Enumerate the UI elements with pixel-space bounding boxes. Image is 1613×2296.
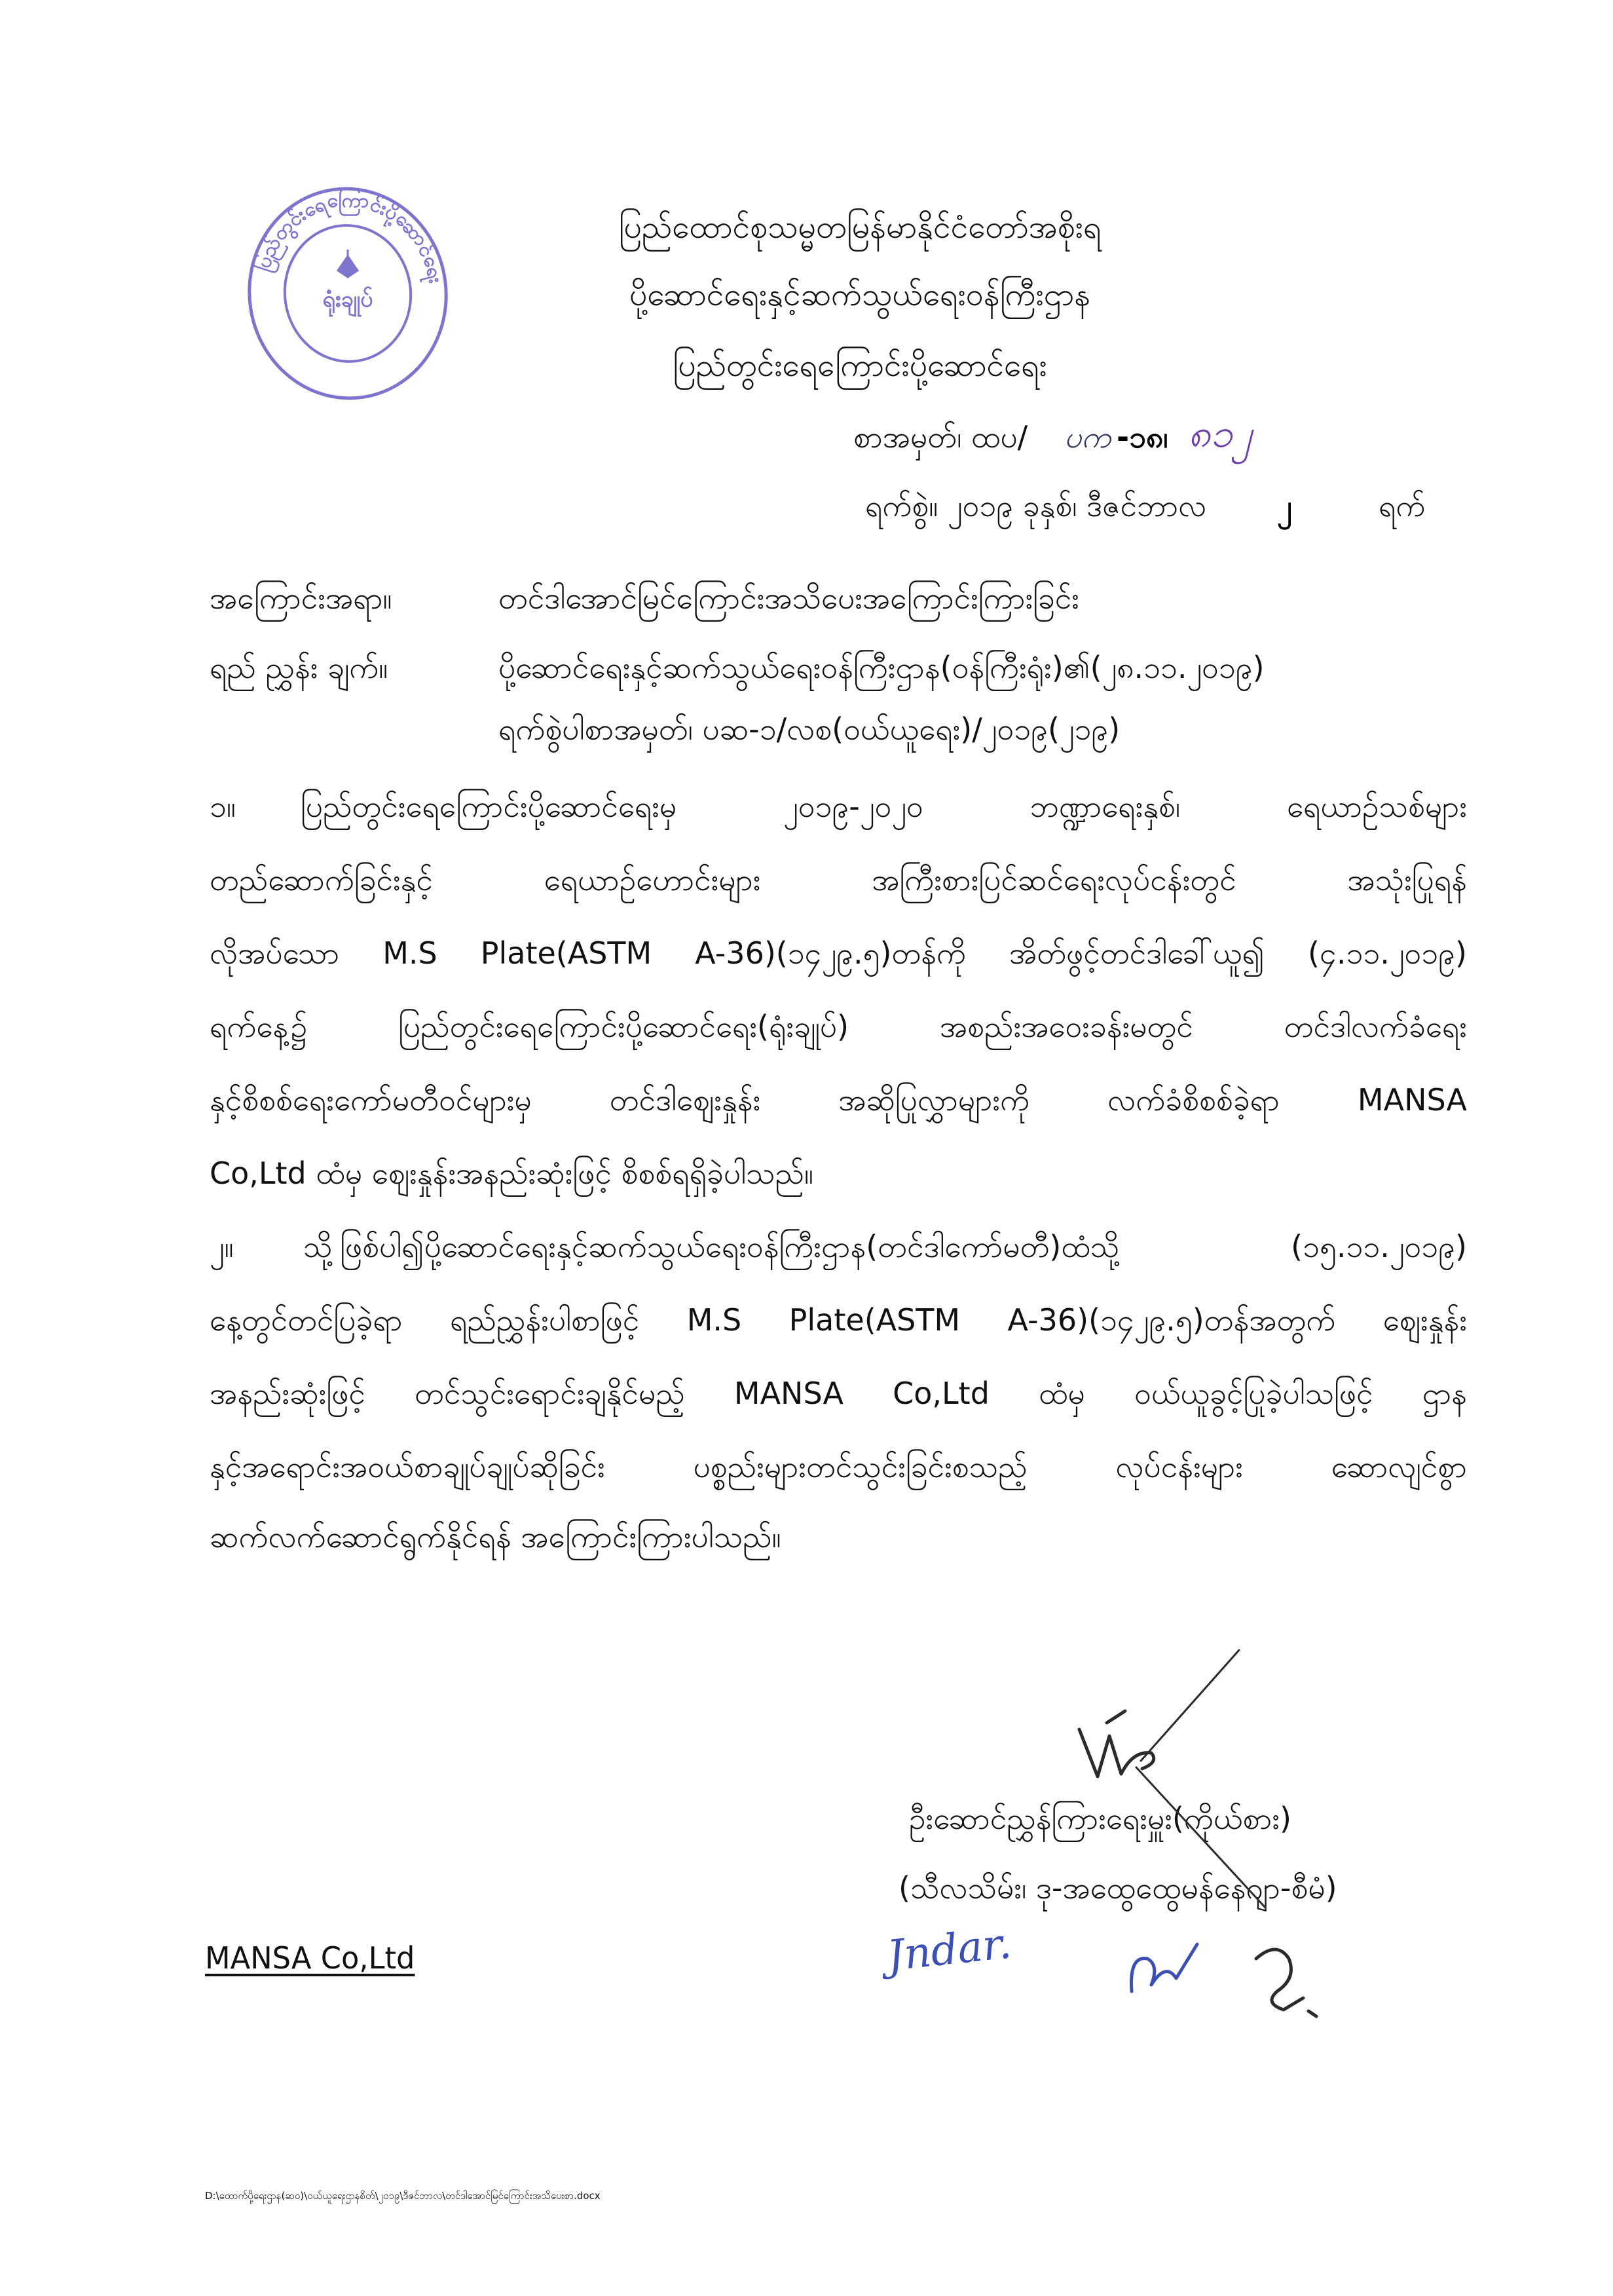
paragraph-line: နေ့တွင်တင်ပြခဲ့ရာ ရည်ညွှန်းပါစာဖြင့် M.S Plate(ASTM A-36)(၁၄၂၉.၅)တန်အတွက် ဈေးနှုန်း (210, 1302, 1467, 1338)
reference-number-stamped: -၁၈၊ (1117, 419, 1168, 455)
reference-number-value: ၈၁၂ (1188, 411, 1252, 457)
handwritten-initials: Jndar. (885, 1919, 1014, 1981)
paragraph-line: လိုအပ်သော M.S Plate(ASTM A-36)(၁၄၂၉.၅)တန်ကို အိတ်ဖွင့်တင်ဒါခေါ်ယူ၍ (၄.၁၁.၂၀၁၉) (210, 935, 1467, 971)
paragraph-line: သို့ဖြစ်ပါ၍ပို့ဆောင်ရေးနှင့်ဆက်သွယ်ရေးဝန်ကြီးဌာန(တင်ဒါကော်မတီ)ထံသို့ (၁၅.၁၁.၂၀၁၉) (303, 1229, 1467, 1264)
reference-number-label: စာအမှတ်၊ ထပ/ (853, 419, 1028, 455)
header-ministry: ပို့ဆောင်ရေးနှင့်ဆက်သွယ်ရေးဝန်ကြီးဌာန (629, 276, 1090, 313)
stamp-emblem-icon (338, 250, 358, 277)
signatory-title: ဦးဆောင်ညွှန်ကြားရေးမှူး(ကိုယ်စား) (909, 1801, 1291, 1836)
subject-text: တင်ဒါအောင်မြင်ကြောင်းအသိပေးအကြောင်းကြားခြင်း (498, 580, 1079, 616)
signature-scribble (1079, 1711, 1154, 1777)
paragraph-line: ပြည်တွင်းရေကြောင်းပို့ဆောင်ရေးမှ ၂၀၁၉-၂၀၂၀ ဘဏ္ဍာရေးနှစ်၊ ရေယာဉ်သစ်များ (301, 789, 1467, 824)
paragraph-number: ၁။ (210, 789, 236, 824)
stamp-ring-text: ပြည်တွင်းရေကြောင်းပို့ဆောင်ရေး (251, 189, 447, 286)
subject-label: အကြောင်းအရာ။ (210, 580, 392, 616)
reference-line: ရက်စွဲပါစာအမှတ်၊ ပဆ-၁/လစ(ဝယ်ယူရေး)/၂၀၁၉(၂၁၉) (498, 711, 1121, 747)
stamp-center-text: ရုံးချုပ် (322, 286, 373, 312)
initial-mark-dark (1256, 1949, 1316, 2016)
date-suffix: ရက် (1379, 488, 1426, 523)
reference-label: ရည် ညွှန်း ချက်။ (210, 650, 388, 685)
paragraph-line: ရက်နေ့၌ ပြည်တွင်းရေကြောင်းပို့ဆောင်ရေး(ရုံးချုပ်) အစည်းအဝေးခန်းမတွင် တင်ဒါလက်ခံရေး (210, 1009, 1467, 1044)
signatory-name: (သီလသိမ်း၊ ဒု-အထွေထွေမန်နေဂျာ-စီမံ) (899, 1870, 1337, 1906)
date-prefix: ရက်စွဲ။ ၂၀၁၉ ခုနှစ်၊ ဒီဇင်ဘာလ (865, 488, 1207, 523)
initial-mark-blue (1132, 1944, 1198, 1991)
official-stamp (233, 179, 462, 408)
paragraph-line: နှင့်အရောင်းအဝယ်စာချုပ်ချုပ်ဆိုခြင်း ပစ္စည်းများတင်သွင်းခြင်းစသည့် လုပ်ငန်းများ ဆောလျင်စွာ (210, 1449, 1467, 1484)
header-department: ပြည်တွင်းရေကြောင်းပို့ဆောင်ရေး (673, 347, 1047, 384)
reference-number-handwritten: ပက (1064, 419, 1111, 455)
paragraph-number: ၂။ (210, 1229, 234, 1264)
date-day: ၂ (1277, 488, 1292, 523)
header-government: ပြည်ထောင်စုသမ္မတမြန်မာနိုင်ငံတော်အစိုးရ (618, 209, 1102, 246)
paragraph-line: တည်ဆောက်ခြင်းနှင့် ရေယာဉ်ဟောင်းများ အကြီးစားပြင်ဆင်ရေးလုပ်ငန်းတွင် အသုံးပြုရန် (210, 862, 1467, 897)
paragraph-line: Co,Ltd ထံမှ ဈေးနှုန်းအနည်းဆုံးဖြင့် စိစစ်ရရှိခဲ့ပါသည်။ (210, 1156, 813, 1191)
paragraph-line: အနည်းဆုံးဖြင့် တင်သွင်းရောင်းချနိုင်မည့် MANSA Co,Ltd ထံမှ ဝယ်ယူခွင့်ပြုခဲ့ပါသဖြင့် ဌာန (210, 1376, 1467, 1411)
recipient: MANSA Co,Ltd (205, 1940, 415, 1976)
paragraph-line: ဆက်လက်ဆောင်ရွက်နိုင်ရန် အကြောင်းကြားပါသည်။ (210, 1519, 781, 1554)
footer-file-path: D:\ထောက်ပို့ရေးဌာန(ဆဝ)\ဝယ်ယူရေးဌာနစိတ်\၂၀၁၉\ဒီဇင်ဘာလ\တင်ဒါအောင်မြင်ကြောင်းအသိပေးစာ.docx (205, 2190, 601, 2202)
paragraph-line: နှင့်စိစစ်ရေးကော်မတီဝင်များမှ တင်ဒါဈေးနှုန်း အဆိုပြုလွှာများကို လက်ခံစိစစ်ခဲ့ရာ MANSA (210, 1082, 1467, 1118)
signature-long-stroke (1141, 1650, 1239, 1761)
reference-line: ပို့ဆောင်ရေးနှင့်ဆက်သွယ်ရေးဝန်ကြီးဌာန(ဝန်ကြီးရုံး)၏(၂၈.၁၁.၂၀၁၉) (498, 650, 1265, 685)
